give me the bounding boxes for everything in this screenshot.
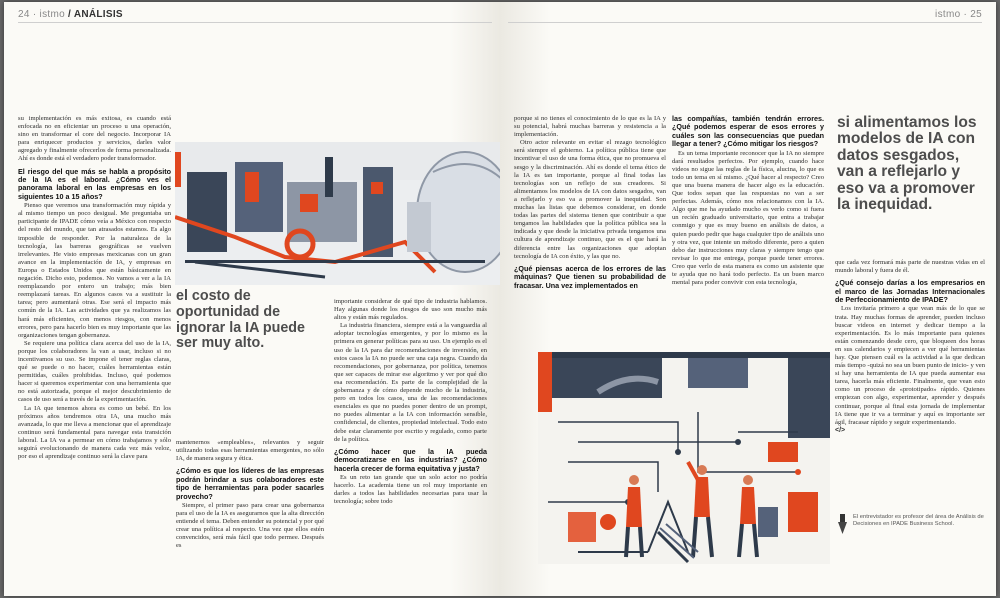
- question-heading: ¿Qué consejo darías a los empresarios en el marco de las Jornadas Internacionales de Perfeccionamiento de IPADE?: [835, 278, 985, 304]
- question-heading: ¿Qué piensas acerca de los errores de las máquinas? Que tienen su probabilidad de fracasar. Una vez implementados en: [514, 263, 666, 290]
- column-3: [334, 298, 487, 506]
- column-2: [672, 115, 824, 287]
- paragraph: Es un reto tan grande que un solo actor no podría hacerlo. La academia tiene un rol muy importante en darles a todos las habilidades necesarias para usar la tecnología; sobre todo: [334, 473, 487, 506]
- pen-nib-icon: [837, 514, 848, 534]
- column-1: [18, 115, 171, 461]
- paragraph: Siempre, el primer paso para crear una gobernanza para el uso de la IA es asegurarnos que la alta dirección entiende el tema. Deben entender su potencial y por qué crear una política al respecto. Una vez que ellos estén convencidos, será más fácil que todo permee. Después es: [176, 501, 324, 550]
- page-number: 25: [970, 9, 982, 20]
- paragraph: que cada vez formará más parte de nuestras vidas en el mundo laboral y fuera de él.: [835, 259, 985, 275]
- paragraph: Los invitaría primero a que vean más de lo que se trata. Hay muchas formas de aprender, pueden incluso buscar videos en internet y dedicar tiempo a la experimentación. Es lo más importante para quienes están comenzando desde cero, que bloqueen dos horas en sus calendarios y empiecen a ver qué herramientas hay. Que piensen cuál es la actividad a la que dedican más tiempo -quizá no sea un buen punto de inicio- y ven si hay una herramienta de IA que pueda aumentar esa tarea, hacerla más eficiente. Finalmente, que vean esto como un proceso de «prototipado» rápido. Quienes empiezan con algo, experimentar, aprender y después continuar, porque al final esta jornada de implementar IA tiene que ir va a terminar y aquí es importante ser ágil, fracasar rápido y seguir experimentando.: [835, 305, 985, 426]
- page-number: 24: [18, 9, 30, 20]
- paragraph: porque si no tienes el conocimiento de lo que es la IA y su potencial, habrá muchas barreras y resistencia a la implementación.: [514, 115, 666, 139]
- pull-quote: si alimentamos los modelos de IA con datos sesgados, van a reflejarlo y eso va a promover la inequidad.: [837, 114, 977, 214]
- footnote: [837, 514, 987, 534]
- hero-illustration-right: [538, 352, 830, 564]
- question-heading: ¿Cómo es que los líderes de las empresas podrán brindar a sus colaboradores este tipo de herramientas para poder sacarles provecho?: [176, 466, 324, 501]
- column-1: [514, 115, 666, 291]
- question-heading: las compañías, también tendrán errores. ¿Qué podemos esperar de esos errores y cuáles son las consecuencias que puedan llegar a tener? ¿Cómo mitigar los riesgos?: [672, 114, 824, 149]
- question-heading: ¿Cómo hacer que la IA pueda democratizarse en las industrias? ¿Cómo hacerla crecer de forma equitativa y justa?: [334, 446, 487, 473]
- magazine-brand: istmo: [39, 9, 65, 20]
- header-rule: [508, 22, 982, 23]
- end-mark: </>: [835, 426, 846, 434]
- paragraph: Otro actor relevante en evitar el rezago tecnológico será siempre el gobierno. La política pública tiene que incentivar el uso de una forma ética, que no promueva el sesgo y la discriminación. Ahí es donde el tema ético de la IA es tan importante, porque al final todas las tecnologías son un reflejo de sus creadores. Si alimentamos los modelos de IA con datos sesgados, van a reflejarlo y eso va a promover la inequidad. Son muchas las listas que debemos considerar, en donde todas las partes del sistema tienen que contribuir a que tengamos las habilidades que la política pública sea la indicada y que desde la iniciativa privada tengamos una cultura de aprendizaje continuo, que es el que hará la diferencia entre las organizaciones que adoptan tecnología de IA con éxito, y las que no.: [514, 139, 666, 260]
- folio-left: 24 · istmo / ANÁLISIS: [18, 9, 123, 20]
- right-page: [500, 2, 996, 596]
- author-note: El entrevistador es profesor del área de Análisis de Decisiones en IPADE Business School.: [853, 514, 984, 527]
- column-3: [835, 259, 985, 435]
- left-page: [4, 2, 500, 596]
- magazine-brand: istmo: [935, 9, 961, 20]
- folio-right: istmo · 25: [935, 9, 982, 20]
- paragraph: importante considerar de qué tipo de industria hablamos. Hay algunas donde los riesgos de uso son mucho más altos y están más regulados.: [334, 298, 487, 322]
- paragraph: La IA que tenemos ahora es como un bebé. En los próximos años tendremos otra IA, una mucho más avanzada, lo que me lleva a mencionar que el aprendizaje continuo será fundamental para navegar esta transición laboral. La IA va a permear en cómo trabajamos y sólo seguirá evolucionando de manera cada vez más veloz, por eso el aprendizaje continuo será la clave para: [18, 404, 171, 461]
- paragraph: La industria financiera, siempre está a la vanguardia al adoptar tecnologías emergentes, y por lo mismo es la primera en generar políticas para su uso. Un ejemplo es el uso de la IA para dar recomendaciones de inversión, en estos casos la IA no puede ser una caja negra. Cuando da recomendaciones, por gobernanza, por política, tenemos que ser capaces de mirar ese algoritmo y ver por qué dio esa recomendación. Es parte de la complejidad de la gobernanza y de cómo depende mucho de la industria, pero en todos los casos, una de las recomendaciones esenciales es que no puedes poner dentro de un prompt, no puedes alimentar a la IA con información sensible, confidencial, de clientes, propiedad intelectual. Todo esto debe estar claramente por escrito y regulado, como parte de la política.: [334, 322, 487, 443]
- paragraph: Se requiere una política clara acerca del uso de la IA, porque los colaboradores la van a usar, incluso si no incentivamos su uso. Se impone el tener reglas claras, qué se puede o no hacer, cuáles herramientas están permitidas, cuáles prohibidas. Incluso, qué podemos hacer si queremos experimentar con una herramienta que no está autorizada, porque el mejor descubrimiento de casos de uso será a través de la experimentación.: [18, 339, 171, 404]
- paragraph: mantenernos «empleables», relevantes y seguir utilizando todas esas herramientas emergentes, no sólo IA, de manera segura y ética.: [176, 439, 324, 463]
- paragraph: Es un tema importante reconocer que la IA no siempre dará resultados perfectos. Por ejemplo, cuando hace videos no sigue las reglas de la física, alucina, lo que es todo un tema en sí mismo. ¿Qué hacer al respecto? Creo que una buena manera de hacer algo es la educación. Que todos sepan que las respuestas no van a ser perfectas. Además, cómo nos relacionamos con la IA. Algo que me ha ayudado mucho es verlo como si fuera un recién graduado universitario, que entra a trabajar conmigo y que es muy bueno en análisis de datos, a quien puedo pedir que haga cualquier tipo de análisis uno y otra vez, que intente un método diferente, pero a quien debo dar instrucciones muy claras y siempre tengo que revisar lo que me entrega, porque puede tener errores. Creo que verlo de esta manera es como un asistente que te ayuda que no hará todo perfecto. Es un buen marco mental para poder convivir con esta tecnología,: [672, 149, 824, 287]
- pull-quote: el costo de oportunidad de ignorar la IA puede ser muy alto.: [176, 288, 305, 352]
- section-name: / ANÁLISIS: [68, 9, 123, 20]
- hero-illustration-left: [175, 142, 500, 285]
- paragraph: su implementación es más exitosa, es cuando está enfocada no en eficientar un proceso u una operación, sino en transformar el core del negocio. Incorporar IA para enriquecer productos y servicios, darles valor agregado y finalmente ofrecerlos de forma personalizada. Ahí es donde está el verdadero poder transformador.: [18, 115, 171, 163]
- paragraph: Pienso que veremos una transformación muy rápida y al mismo tiempo un poco desigual. Me preguntaba un participante de IPADE cómo veía a México con respecto del resto del mundo, que tan atrasados estamos. Es algo imposible de responder. Por la naturaleza de la tecnología, las barreras geográficas se vuelven irrelevantes. He visto empresas mexicanas con un gran avance en la implementación de IA, y empresas en Europa o Estados Unidos que están básicamente en negación. Dicho esto, podemos. No vamos a ver a la IA reemplazando por entero un trabajo; más bien reemplazará tareas. En algunos casos va a sustituir la tarea; pero aumentará otras. Ese será el impacto más común de la IA. Las actividades que ya realizamos las hará más eficientes, con menos riesgos, con menos errores, pero para hacerlo bien es muy importante que las organizaciones tengan gobernanza.: [18, 202, 171, 339]
- question-heading: El riesgo del que más se habla a propósito de la IA es el laboral. ¿Cómo ves el panorama laboral en las empresas en los siguientes 10 a 15 años?: [18, 166, 171, 201]
- magazine-spread: [4, 2, 996, 596]
- column-2: [176, 439, 324, 550]
- header-rule: [18, 22, 492, 23]
